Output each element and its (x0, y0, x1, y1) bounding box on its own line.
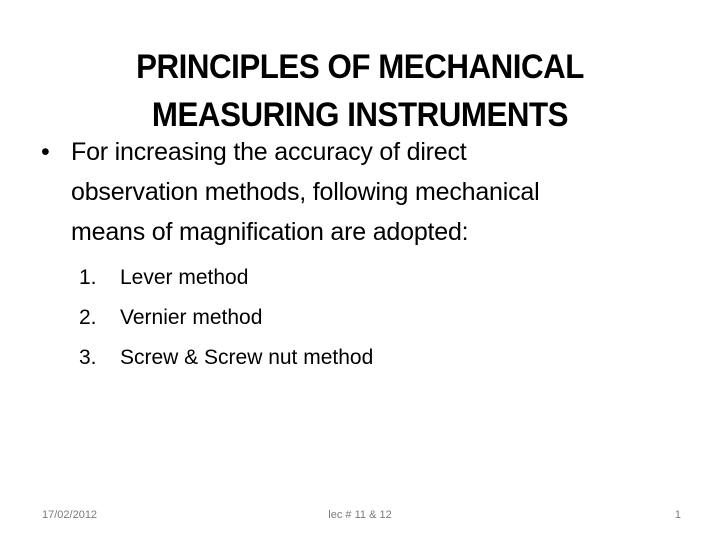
list-item-vernier-method (79, 298, 696, 338)
list-item-number: 3. (79, 346, 97, 369)
bullet-text (71, 132, 696, 252)
footer-date: 17/02/2012 (42, 509, 98, 521)
slide-title (66, 43, 655, 139)
bullet-marker: • (41, 138, 50, 166)
main-bullet (36, 132, 696, 252)
bullet-line-1: For increasing the accuracy of direct (71, 138, 467, 166)
list-item-number: 2. (79, 306, 97, 329)
list-item-label: Screw & Screw nut method (120, 346, 374, 369)
numbered-list (36, 258, 696, 378)
list-item-lever-method (79, 258, 696, 298)
bullet-line-3: means of magnification are adopted: (71, 218, 469, 246)
list-item-screw-method (79, 338, 696, 378)
list-item-number: 1. (79, 266, 97, 289)
title-line-2: MEASURING INSTRUMENTS (151, 95, 569, 134)
list-item-label: Lever method (120, 266, 249, 289)
title-line-1: PRINCIPLES OF MECHANICAL (136, 47, 584, 86)
list-item-label: Vernier method (120, 306, 263, 329)
footer-lecture-label: lec # 11 & 12 (328, 509, 392, 521)
footer-page-number: 1 (674, 509, 681, 521)
bullet-line-2: observation methods, following mechanical (71, 178, 540, 206)
slide-content (36, 132, 696, 378)
